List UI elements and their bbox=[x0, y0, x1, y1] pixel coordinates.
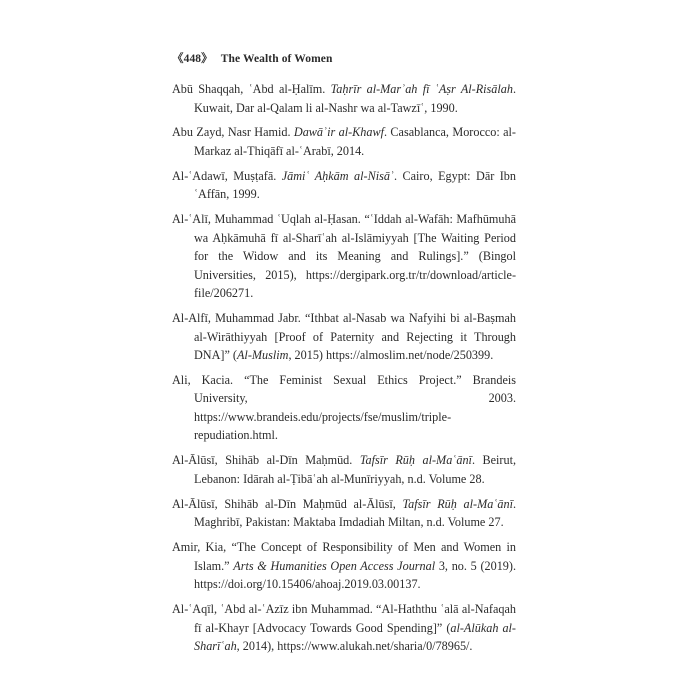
page-number: 《448》 bbox=[172, 53, 213, 65]
bibliography-entry: Ali, Kacia. “The Feminist Sexual Ethics Project.” Brandeis University, 2003. https://www.brandeis.edu/projects/fse/muslim/triple-repudiation.html. bbox=[172, 372, 516, 443]
bibliography-entry: Al-ʿAlī, Muhammad ʿUqlah al-Ḥasan. “ʿIddah al-Wafāh: Mafhūmuhā wa Aḥkāmuhā fī al-Sharīʿah al-Islāmiyyah [The Waiting Period for the Widow and its Meaning and Rulings].” (Bingol Universities, 2015), https://dergipark.org.tr/tr/download/article-file/206271. bbox=[172, 212, 516, 301]
bibliography-entry: Al-Ālūsī, Shihāb al-Dīn Maḥmūd. Tafsīr Rūḥ al-Maʿānī. Beirut, Lebanon: Idārah al-Ṭibāʿah al-Munīriyyah, n.d. Volume 28. bbox=[172, 453, 517, 486]
bibliography-entry: Al-ʿAdawī, Muṣṭafā. Jāmiʿ Aḥkām al-Nisāʾ. Cairo, Egypt: Dār Ibn ʿAffān, 1999. bbox=[172, 168, 516, 202]
running-title: The Wealth of Women bbox=[220, 53, 333, 65]
bibliography-list bbox=[172, 80, 516, 662]
running-header bbox=[172, 50, 332, 66]
bibliography-entry: Abū Shaqqah, ʿAbd al-Ḥalīm. Taḥrīr al-Marʾah fī ʿAṣr Al-Risālah. Kuwait, Dar al-Qalam li al-Nashr wa al-Tawzīʿ, 1990. bbox=[172, 82, 516, 115]
bibliography-entry: Al-ʿAqīl, ʿAbd al-ʿAzīz ibn Muhammad. “Al-Haththu ʿalā al-Nafaqah fī al-Khayr [Advocacy Towards Good Spending]” (al-Alūkah al-Sharīʿah, 2014), https://www.alukah.net/sharia/0/78965/. bbox=[172, 602, 516, 654]
bibliography-entry: Amir, Kia, “The Concept of Responsibility of Men and Women in Islam.” Arts & Humanities Open Access Journal 3, no. 5 (2019). https://doi.org/10.15406/ahoaj.2019.03.00137. bbox=[172, 540, 516, 592]
bibliography-entry: Al-Alfī, Muhammad Jabr. “Ithbat al-Nasab wa Nafyihi bi al-Baṣmah al-Wirāthiyyah [Proof of Paternity and Rejecting it Through DNA]” (Al-Muslim, 2015) https://almoslim.net/node/250399. bbox=[172, 311, 516, 363]
bibliography-entry: Al-Ālūsī, Shihāb al-Dīn Maḥmūd al-Ālūsī, Tafsīr Rūḥ al-Maʿānī. Maghribī, Pakistan: Maktaba Imdadiah Miltan, n.d. Volume 27. bbox=[172, 496, 516, 530]
bibliography-entry: Abu Zayd, Nasr Hamid. Dawāʾir al-Khawf. Casablanca, Morocco: al-Markaz al-Thiqāfī al-ʿArabī, 2014. bbox=[172, 125, 516, 158]
